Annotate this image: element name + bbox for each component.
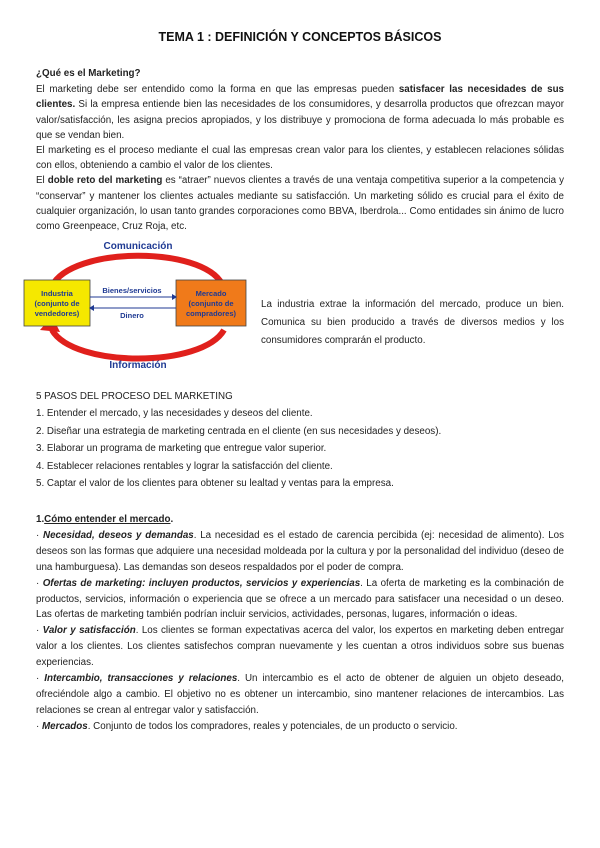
paragraph-1 xyxy=(36,82,564,143)
bullet-text: . Los clientes se forman expectativas acerca del valor, los expertos en marketing deben entregar valor a los clientes. Los clientes satisfechos compran nuevamente y les cuentan a otros individuos sobre sus buenas experiencias. xyxy=(36,625,564,669)
bullet-text: . Conjunto de todos los compradores, reales y potenciales, de un producto o servicio. xyxy=(87,720,458,732)
bullet-mark: · xyxy=(36,720,42,732)
industry-line-2: (conjunto de xyxy=(34,299,80,308)
list-item: 4. Establecer relaciones rentables y lograr la satisfacción del cliente. xyxy=(36,460,333,472)
bullet-title: Mercados xyxy=(41,720,88,732)
section-heading: 5 PASOS DEL PROCESO DEL MARKETING xyxy=(36,391,233,402)
section-5-pasos xyxy=(36,388,564,492)
p3-bold: doble reto del marketing xyxy=(47,175,163,187)
bullet-text: . La necesidad es el estado de carencia percibida (ej: necesidad de alimento). Los deseos son las formas que adquiere una necesidad moldeada por la cultura y por la personalidad del individuo (deseo de una hamburguesa). Las demandas son deseos respaldados por el poder de compra. xyxy=(36,529,564,573)
list-item: 5. Captar el valor de los clientes para obtener su lealtad y ventas para la empresa. xyxy=(36,478,394,490)
heading-text: Cómo entender el mercado xyxy=(44,514,171,525)
bullet-mark: · xyxy=(36,625,43,637)
bullet-intercambio xyxy=(36,671,564,719)
section-heading xyxy=(36,512,564,528)
bullet-ofertas xyxy=(36,576,564,624)
bullet-mark: · xyxy=(36,529,44,541)
marketing-cycle-diagram xyxy=(22,238,254,374)
paragraph-2: El marketing es el proceso mediante el cual las empresas crean valor para los clientes, y establecen relaciones sólidas con ellos, obteniendo a cambio el valor de los clientes. xyxy=(36,145,564,172)
p1-text-rest: Si la empresa entiende bien las necesidades de los consumidores, y desarrolla productos que ofrezcan mayor valor/satisfacción, les asigna precios apropiados, y los distribuye y promociona de forma adecuada lo más probable es que se vendan bien. xyxy=(36,99,564,141)
bullet-title: Necesidad, deseos y demandas xyxy=(43,529,194,541)
market-line-1: Mercado xyxy=(195,289,227,298)
bullet-mark: · xyxy=(36,673,45,685)
bullet-valor xyxy=(36,623,564,671)
money-label: Dinero xyxy=(120,311,144,320)
p1-text: El marketing debe ser entendido como la forma en que las empresas pueden xyxy=(36,84,399,96)
heading-number: 1. xyxy=(36,514,45,525)
bullet-text: . La oferta de marketing es la combinación de productos, servicios, información o experiencia que se ofrece a un mercado para satisfacer una necesidad o un deseo. Las ofertas de marketing también podrían incluir servicios, actividades, personas, lugares, información o ideas. xyxy=(36,577,564,621)
list-item: 1. Entender el mercado, y las necesidades y deseos del cliente. xyxy=(36,408,313,420)
bullet-title: Intercambio, transacciones y relaciones xyxy=(44,673,238,685)
industry-line-1: Industria xyxy=(41,289,73,298)
diagram-description: La industria extrae la información del mercado, produce un bien. Comunica su bien producido a través de diversos medios y los consumidores comprarán el producto. xyxy=(261,299,564,346)
paragraph-3 xyxy=(36,173,564,234)
p1-bold: satisfacer las necesidades de sus clientes. xyxy=(36,84,564,111)
bullet-title: Valor y satisfacción xyxy=(42,625,136,637)
section-entender-mercado xyxy=(36,512,564,735)
bottom-arc-arrow xyxy=(52,330,224,359)
list-item: 2. Diseñar una estrategia de marketing centrada en el cliente (en sus necesidades y deseos). xyxy=(36,425,442,437)
p3-text-rest: es “atraer” nuevos clientes a través de una ventaja competitiva superior a la competencia y “conservar” y mantener los clientes actuales mediante su satisfacción. Un marketing sólido es crucial para el éxito de cualquier organización, lo usan tanto grandes corporaciones como BBVA, Iberdrola... Como entidades sin ánimo de lucro como Greenpeace, Cruz Roja, etc. xyxy=(36,175,564,233)
goods-services-label: Bienes/servicios xyxy=(102,286,162,295)
bullet-necesidades xyxy=(36,528,564,576)
list-item: 3. Elaborar un programa de marketing que entregue valor superior. xyxy=(36,443,327,455)
market-line-3: compradores) xyxy=(185,309,237,318)
p3-text: El xyxy=(36,175,48,187)
section-heading: ¿Qué es el Marketing? xyxy=(36,68,141,79)
bullet-mercados xyxy=(36,719,564,735)
heading-dot: . xyxy=(170,514,174,525)
page-title: TEMA 1 : DEFINICIÓN Y CONCEPTOS BÁSICOS xyxy=(158,30,442,44)
communication-label: Comunicación xyxy=(103,241,173,252)
bullet-text: . Un intercambio es el acto de obtener de alguien un objeto deseado, ofreciéndole algo a cambio. El objetivo no es obtener un intercambio, sino mantener relaciones de intercambios. Las relaciones se crean al entregar valor y satisfacción. xyxy=(36,673,564,716)
section-que-es-marketing xyxy=(36,66,564,234)
information-label: Información xyxy=(109,360,167,371)
industry-line-3: vendedores) xyxy=(34,309,80,318)
market-line-2: (conjunto de xyxy=(188,299,234,308)
bullet-mark: · xyxy=(36,577,43,589)
bullet-title: Ofertas de marketing: incluyen productos, servicios y experiencias xyxy=(42,577,361,589)
